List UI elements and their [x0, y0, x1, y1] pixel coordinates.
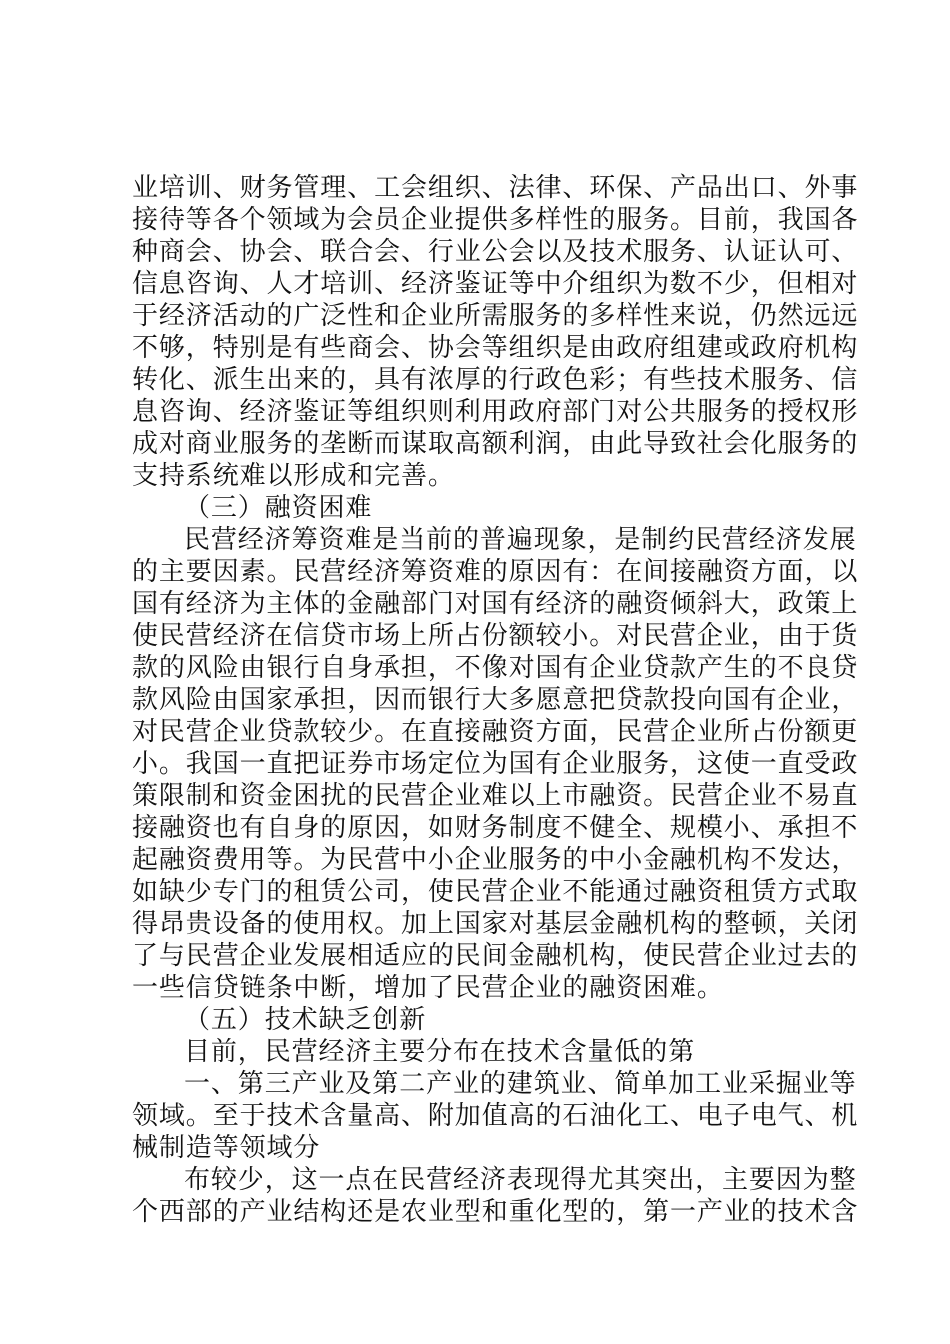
text-line: 支持系统难以形成和完善。	[132, 461, 455, 491]
text-line: 种商会、协会、联合会、行业公会以及技术服务、认证认可、	[132, 237, 859, 267]
text-line: 的主要因素。民营经济筹资难的原因有：在间接融资方面，以	[132, 557, 859, 587]
text-line: 民营经济筹资难是当前的普遍现象，是制约民营经济发展	[184, 525, 857, 555]
text-line: 领域。至于技术含量高、附加值高的石油化工、电子电气、机	[132, 1101, 859, 1131]
section-heading: （三）融资困难	[184, 493, 373, 523]
text-line: 械制造等领域分	[132, 1133, 321, 1163]
text-line: 一些信贷链条中断，增加了民营企业的融资困难。	[132, 973, 724, 1003]
body-text	[132, 172, 859, 1228]
text-line: 息咨询、经济鉴证等组织则利用政府部门对公共服务的授权形	[132, 397, 859, 427]
section-heading: （五）技术缺乏创新	[184, 1005, 427, 1035]
text-line: 信息咨询、人才培训、经济鉴证等中介组织为数不少，但相对	[132, 269, 859, 299]
text-line: 国有经济为主体的金融部门对国有经济的融资倾斜大，政策上	[132, 589, 859, 619]
text-line: 如缺少专门的租赁公司，使民营企业不能通过融资租赁方式取	[132, 877, 859, 907]
text-line: 小。我国一直把证券市场定位为国有企业服务，这使一直受政	[132, 749, 859, 779]
text-line: 成对商业服务的垄断而谋取高额利润，由此导致社会化服务的	[132, 429, 859, 459]
text-line: 接待等各个领域为会员企业提供多样性的服务。目前，我国各	[132, 205, 859, 235]
text-line: 了与民营企业发展相适应的民间金融机构，使民营企业过去的	[132, 941, 859, 971]
text-line: 起融资费用等。为民营中小企业服务的中小金融机构不发达，	[132, 845, 859, 875]
text-line: 款风险由国家承担，因而银行大多愿意把贷款投向国有企业，	[132, 685, 859, 715]
text-line: 于经济活动的广泛性和企业所需服务的多样性来说，仍然远远	[132, 301, 859, 331]
text-line: 接融资也有自身的原因，如财务制度不健全、规模小、承担不	[132, 813, 859, 843]
text-line: 策限制和资金困扰的民营企业难以上市融资。民营企业不易直	[132, 781, 859, 811]
text-line: 使民营经济在信贷市场上所占份额较小。对民营企业，由于货	[132, 621, 859, 651]
text-line: 布较少，这一点在民营经济表现得尤其突出，主要因为整	[184, 1165, 857, 1195]
text-line: 款的风险由银行自身承担，不像对国有企业贷款产生的不良贷	[132, 653, 859, 683]
text-line: 业培训、财务管理、工会组织、法律、环保、产品出口、外事	[132, 173, 859, 203]
text-line: 一、第三产业及第二产业的建筑业、简单加工业采掘业等	[184, 1069, 857, 1099]
text-line: 不够，特别是有些商会、协会等组织是由政府组建或政府机构	[132, 333, 859, 363]
text-line: 个西部的产业结构还是农业型和重化型的，第一产业的技术含	[132, 1197, 859, 1227]
text-line: 得昂贵设备的使用权。加上国家对基层金融机构的整顿，关闭	[132, 909, 859, 939]
text-line: 转化、派生出来的，具有浓厚的行政色彩；有些技术服务、信	[132, 365, 859, 395]
text-line: 目前，民营经济主要分布在技术含量低的第	[184, 1037, 696, 1067]
text-line: 对民营企业贷款较少。在直接融资方面，民营企业所占份额更	[132, 717, 859, 747]
